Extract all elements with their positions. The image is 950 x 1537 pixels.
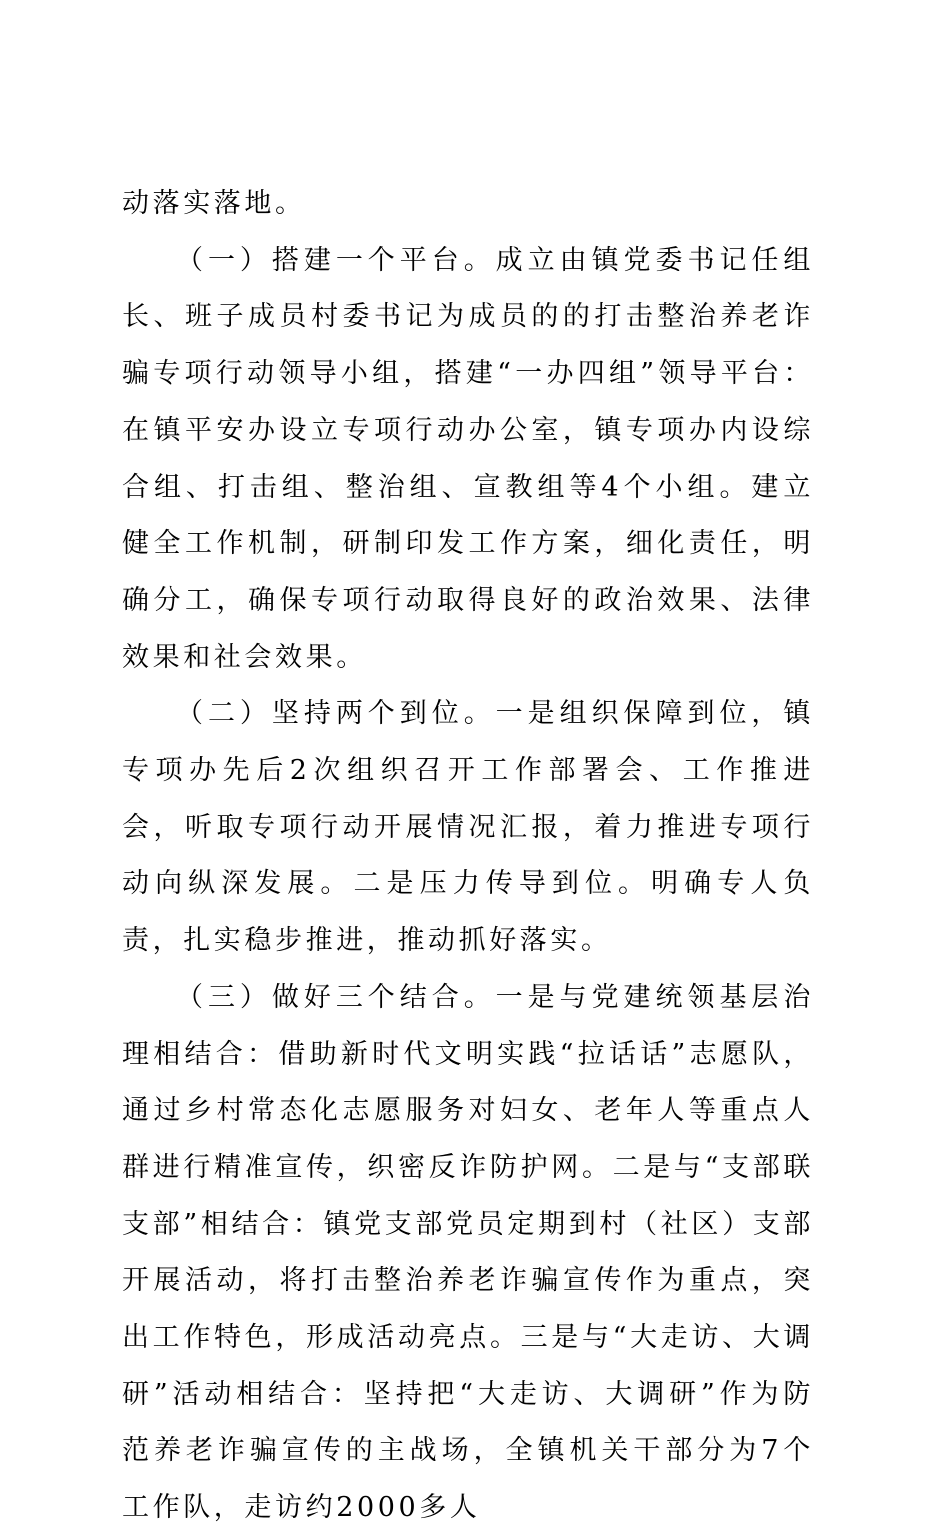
document-body [122, 176, 814, 1537]
paragraph-continuation: 动落实落地。 [122, 188, 306, 219]
paragraph-two-in-place: （二）坚持两个到位。一是组织保障到位，镇专项办先后2次组织召开工作部署会、工作推进会，听取专项行动开展情况汇报，着力推进专项行动向纵深发展。二是压力传导到位。明确专人负责，扎实稳步推进，推动抓好落实。 [122, 698, 814, 957]
paragraph-build-platform: （一）搭建一个平台。成立由镇党委书记任组长、班子成员村委书记为成员的的打击整治养老诈骗专项行动领导小组，搭建“一办四组”领导平台：在镇平安办设立专项行动办公室，镇专项办内设综合组、打击组、整治组、宣教组等4个小组。建立健全工作机制，研制印发工作方案，细化责任，明确分工，确保专项行动取得良好的政治效果、法律效果和社会效果。 [122, 244, 814, 673]
paragraph-three-combinations: （三）做好三个结合。一是与党建统领基层治理相结合：借助新时代文明实践“拉话话”志愿队，通过乡村常态化志愿服务对妇女、老年人等重点人群进行精准宣传，织密反诈防护网。二是与“支部联支部”相结合：镇党支部党员定期到村（社区）支部开展活动，将打击整治养老诈骗宣传作为重点，突出工作特色，形成活动亮点。三是与“大走访、大调研”活动相结合：坚持把“大走访、大调研”作为防范养老诈骗宣传的主战场，全镇机关干部分为7个工作队，走访约2000多人 [122, 981, 814, 1524]
